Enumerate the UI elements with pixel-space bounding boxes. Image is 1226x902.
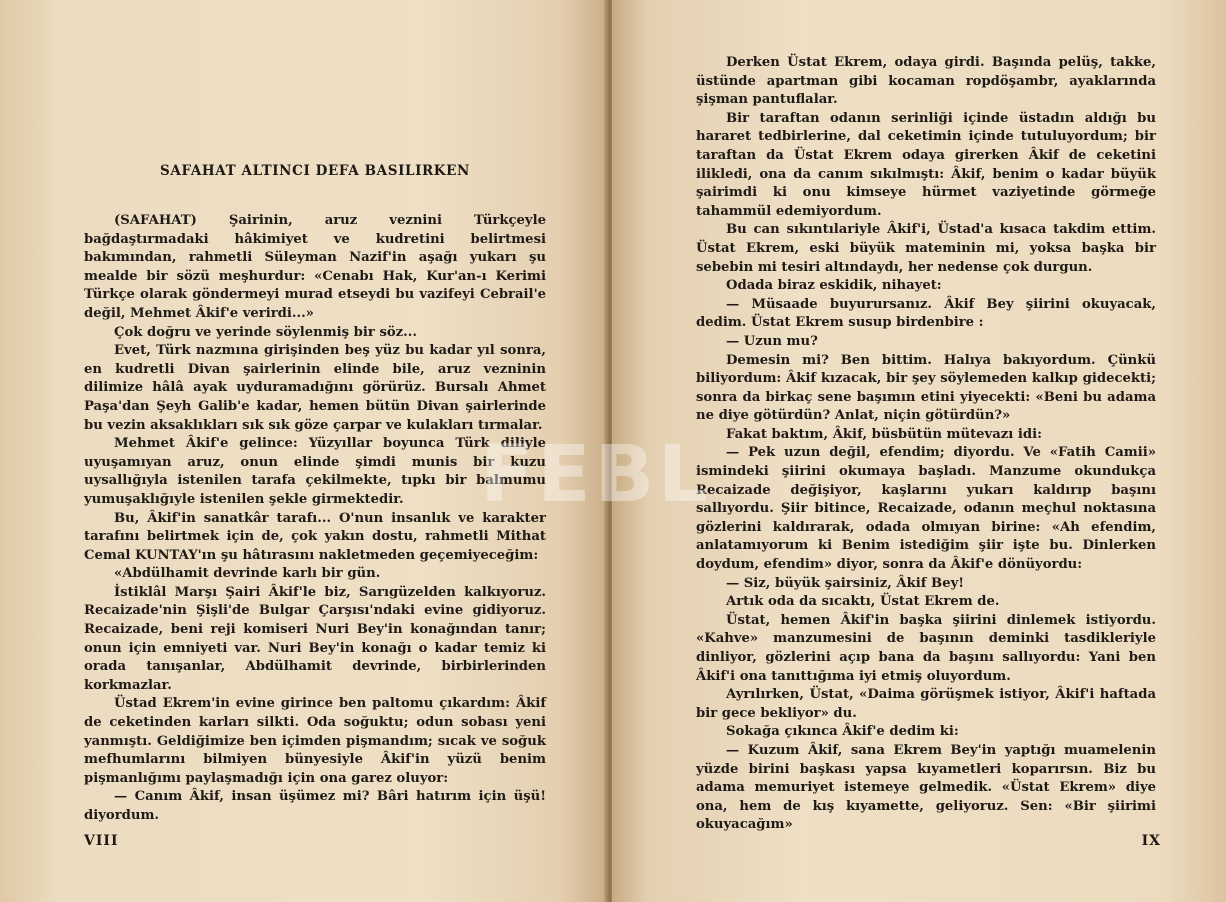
paragraph: — Uzun mu?	[726, 333, 818, 349]
right-page-body	[696, 54, 1156, 835]
paragraph: Ayrılırken, Üstat, «Daima görüşmek istiyor, Âkif'i haftada bir gece bekliyor» du.	[696, 687, 1156, 721]
paragraph: Evet, Türk nazmına girişinden beş yüz bu kadar yıl sonra, en kudretli Divan şairlerinin elinde bile, aruz vezninin dilimize hâlâ ayak uyduramadığını görürüz. Bursalı Ahmet Paşa'dan Şeyh Galib'e kadar, hemen bütün Divan şairlerinde bu vezin aksaklıkları sık sık göze çarpar ve kulakları tırmalar.	[84, 343, 546, 433]
paragraph: — Siz, büyük şairsiniz, Âkif Bey!	[726, 575, 965, 591]
paragraph: «Abdülhamit devrinde karlı bir gün.	[114, 566, 381, 582]
page-number-right: IX	[1141, 833, 1161, 849]
paragraph: — Kuzum Âkif, sana Ekrem Bey'in yaptığı muamelenin yüzde birini başkası yapsa kıyametleri koparırsın. Biz bu adama memuriyet istemeye gelmedik. «Üstat Ekrem» diye ona, hem de kış kıyamette, geliyoruz. Sen: «Bir şiirimi okuyacağım»	[696, 742, 1156, 833]
paragraph: Mehmet Âkif'e gelince: Yüzyıllar boyunca Türk diliyle uyuşamıyan aruz, onun elinde şimdi munis bir kuzu uysallığıyla istenilen tarafa çekilmekte, tıpkı bir balmumu yumuşaklığıyle istenilen şekle girmektedir.	[84, 436, 546, 507]
paragraph: Sokağa çıkınca Âkif'e dedim ki:	[726, 724, 959, 740]
paragraph: Üstad Ekrem'in evine girince ben paltomu çıkardım: Âkif de ceketinden karları silkti. Oda soğuktu; odun sobası yeni yanmıştı. Geldiğimize ben içimden pişmandım; sıcak ve soğuk mefhumlarını bilmiyen bünyesiyle Âkif'in yüzü benim pişmanlığımı paylaşmadığı için ona garez oluyor:	[84, 696, 546, 786]
watermark: FEBL	[480, 430, 712, 520]
paragraph: Bu, Âkif'in sanatkâr tarafı... O'nun insanlık ve karakter tarafını belirtmek için de, çok yakın dostu, rahmetli Mithat Cemal KUNTAY'ın şu hâtırasını nakletmeden geçemiyeceğim:	[84, 510, 546, 563]
page-number-left: VIII	[84, 833, 119, 849]
paragraph: Artık oda da sıcaktı, Üstat Ekrem de.	[726, 594, 1000, 610]
left-page-body	[84, 212, 546, 826]
paragraph: Üstat, hemen Âkif'in başka şiirini dinlemek istiyordu. «Kahve» manzumesini de başının deminki tasdikleriyle dinliyor, gözlerini açıp bana da başını sallıyordu: Yani ben Âkif'i ona tanıttığıma iyi etmiş oluyordum.	[696, 612, 1156, 684]
paragraph: (SAFAHAT) Şairinin, aruz veznini Türkçeyle bağdaştırmadaki hâkimiyet ve kudretini belirtmesi bakımından, rahmetli Süleyman Nazif'in aşağı yukarı şu mealde bir sözü meşhurdur: «Cenabı Hak, Kur'an-ı Kerimi Türkçe olarak göndermeyi murad etseydi bu vazifeyi Cebrail'e değil, Mehmet Âkif'e verirdi...»	[84, 213, 546, 321]
paragraph: Çok doğru ve yerinde söylenmiş bir söz...	[114, 324, 417, 340]
paragraph: Bu can sıkıntılariyle Âkif'i, Üstad'a kısaca takdim ettim. Üstat Ekrem, eski büyük mateminin mi, yoksa başka bir sebebin mi tesiri altındaydı, her nedense çok durgun.	[696, 222, 1156, 275]
chapter-title: SAFAHAT ALTINCI DEFA BASILIRKEN	[160, 163, 470, 179]
paragraph: — Canım Âkif, insan üşümez mi? Bâri hatırım için üşü! diyordum.	[84, 789, 546, 823]
paragraph: — Pek uzun değil, efendim; diyordu. Ve «Fatih Camii» ismindeki şiirini okumaya başladı. Manzume okundukça Recaizade değişiyor, kaşlarını yukarı kaldırıp başını sallıyordu. Şiir bitince, Recaizade, odanın meçhul noktasına gözlerini kaldırarak, odada olmıyan birine: «Ah efendim, anlatamıyorum ki Benim istediğim şiir işte bu. Dinlerken doydum, efendim» diyor, sonra da Âkif'e dönüyordu:	[696, 445, 1156, 573]
paragraph: Fakat baktım, Âkif, büsbütün mütevazı idi:	[726, 426, 1042, 442]
right-page	[612, 0, 1226, 902]
paragraph: Bir taraftan odanın serinliği içinde üstadın aldığı bu hararet tedbirlerine, dal ceketimin içinde tutuluyordum; bir taraftan da Üstat Ekrem odaya girerken Âkif de ceketini ilikledi, ona da canım sıkılmıştı: Âkif, benim o kadar büyük şairimdi ki onu kimseye hürmet vaziyetinde görmeğe tahammül edemiyordum.	[696, 110, 1156, 219]
paragraph: İstiklâl Marşı Şairi Âkif'le biz, Sarıgüzelden kalkıyoruz. Recaizade'nin Şişli'de Bulgar Çarşısı'ndaki evine gidiyoruz. Recaizade, beni reji komiseri Nuri Bey'in konağından tanır; onun için emniyeti var. Nuri Bey'in konağı o kadar temiz ki orada tanışanlar, Abdülhamit devrinde, birbirlerinden korkmazlar.	[84, 584, 546, 693]
paragraph: — Müsaade buyurursanız. Âkif Bey şiirini okuyacak, dedim. Üstat Ekrem susup birdenbire :	[696, 296, 1156, 331]
paragraph: Odada biraz eskidik, nihayet:	[726, 278, 942, 294]
left-page	[0, 0, 608, 902]
paragraph: Demesin mi? Ben bittim. Halıya bakıyordum. Çünkü biliyordum: Âkif kızacak, bir şey söylemeden kalkıp gidecekti; sonra da birkaç sene başımın etini yiyecekti: «Beni bu adama ne diye götürdün? Anlat, niçin götürdün?»	[696, 352, 1156, 424]
paragraph: Derken Üstat Ekrem, odaya girdi. Başında pelüş, takke, üstünde apartman gibi kocaman ropdöşambr, ayaklarında şişman pantuflalar.	[696, 55, 1156, 108]
